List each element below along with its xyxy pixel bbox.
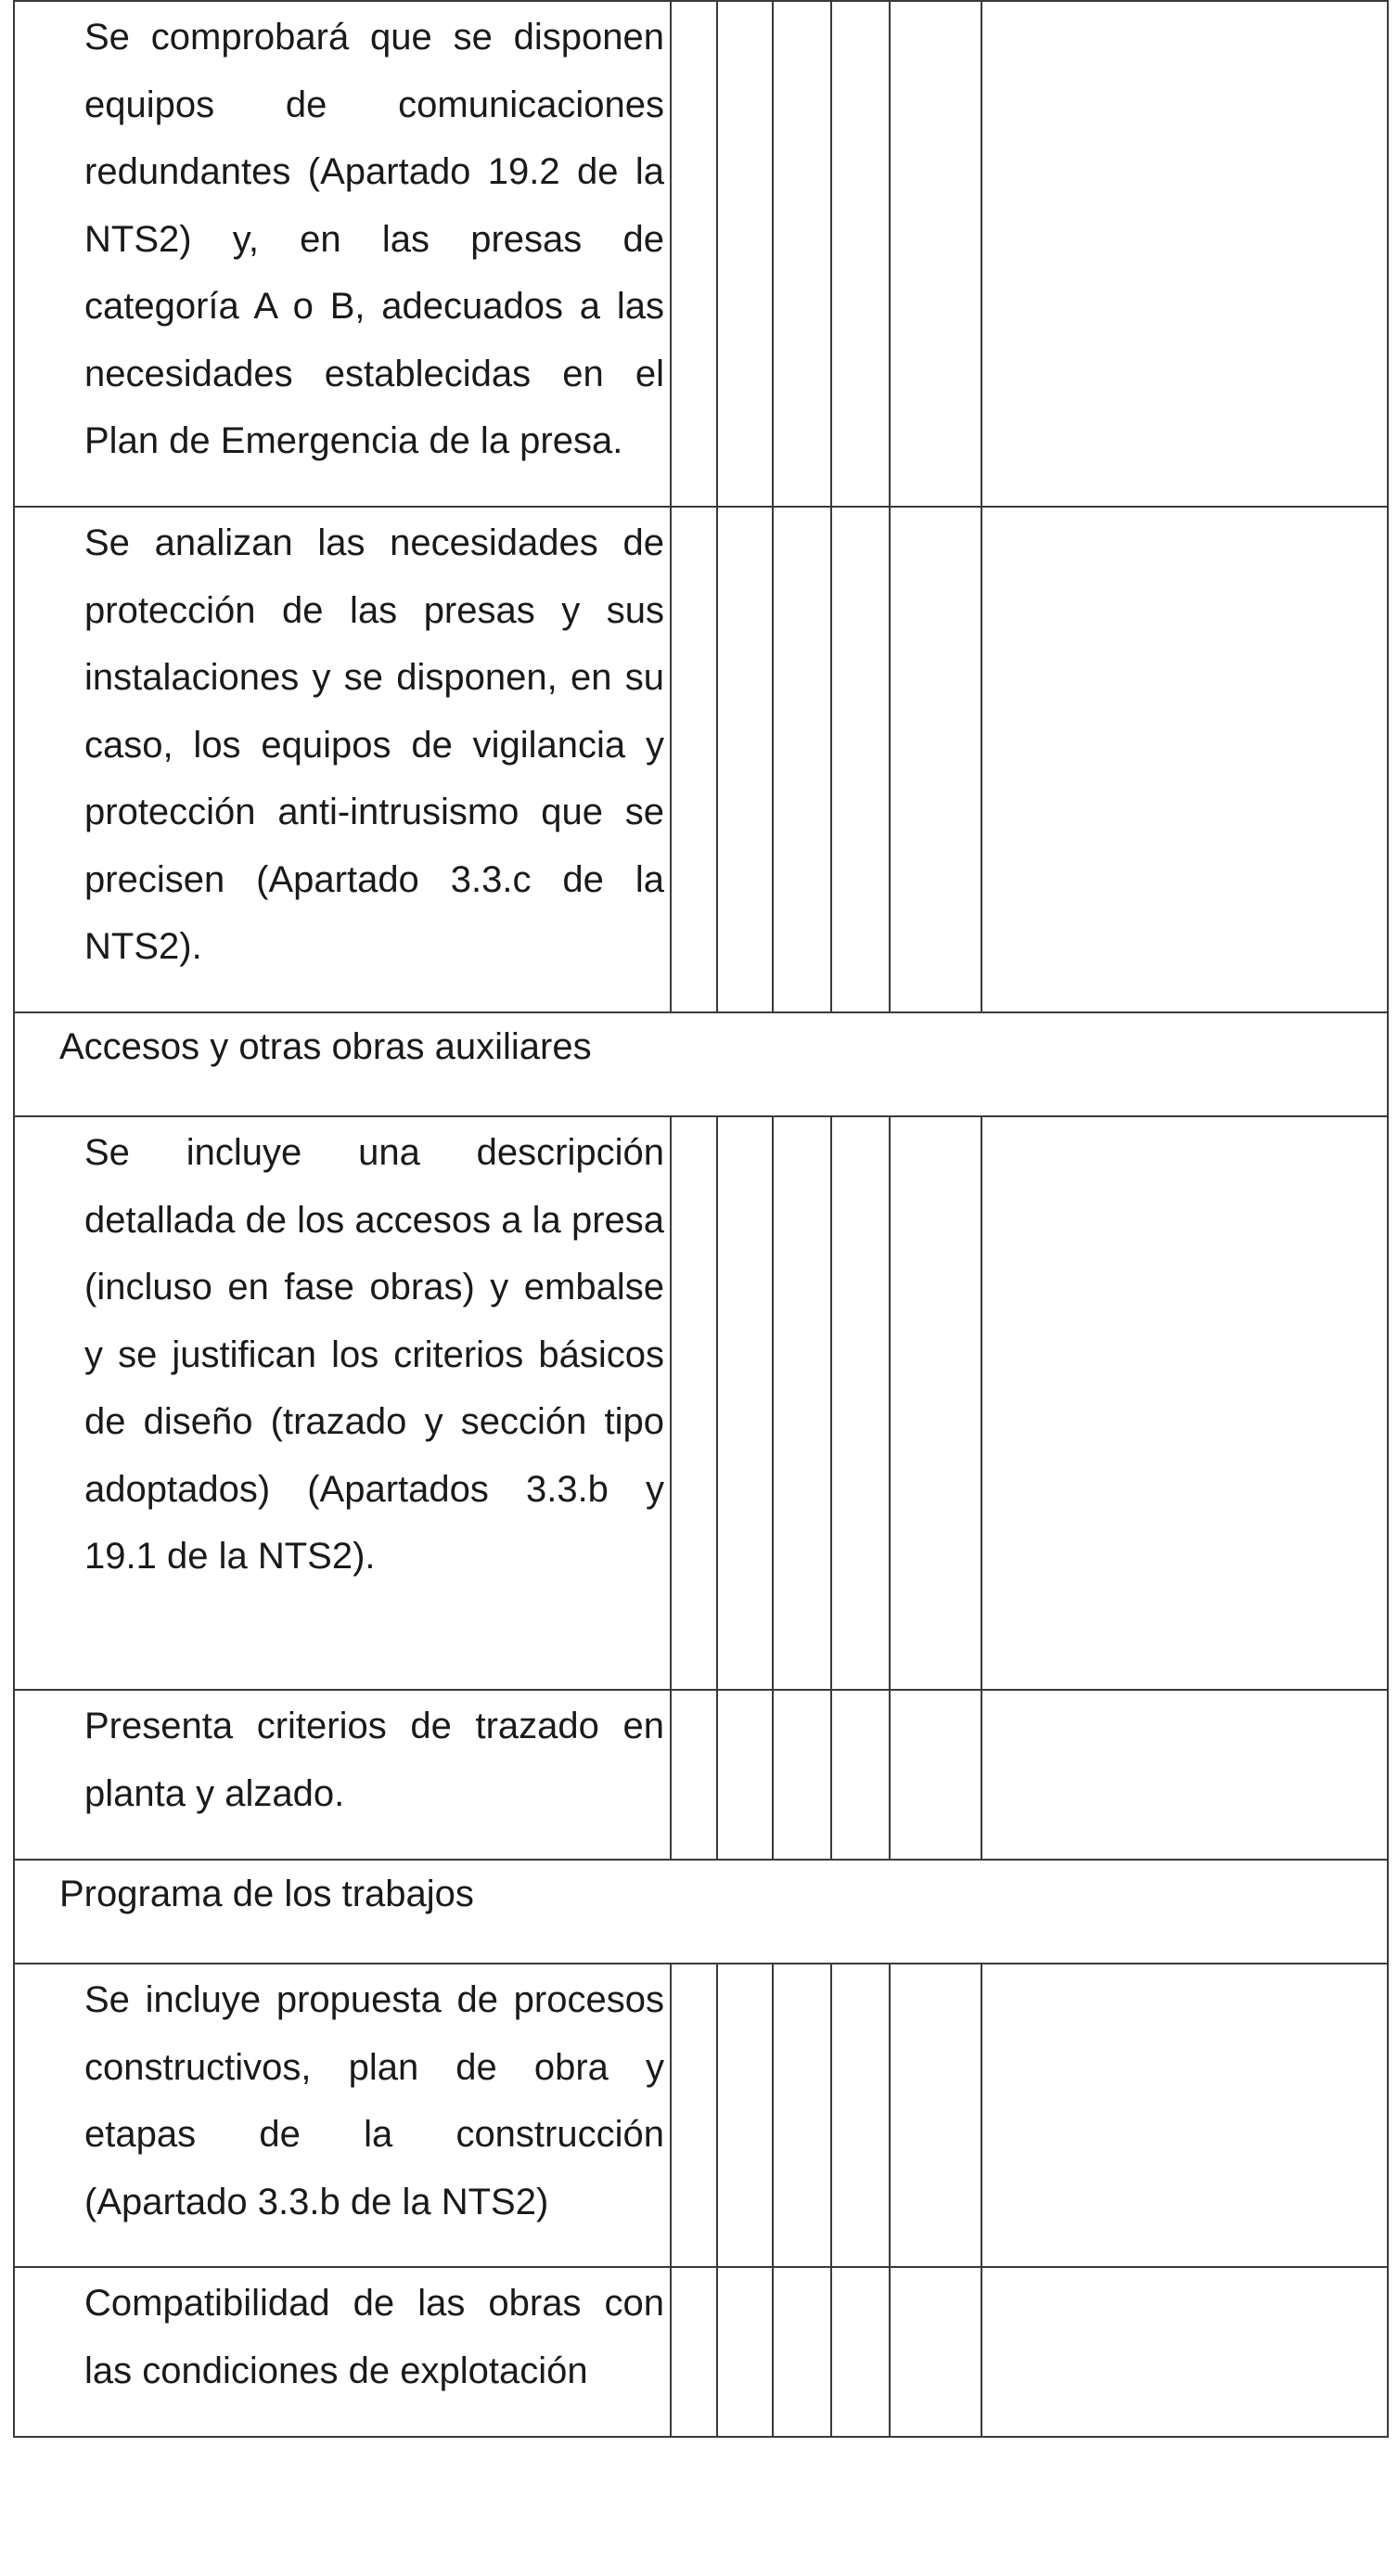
observations-cell[interactable] — [981, 1964, 1388, 2267]
observations-cell[interactable] — [981, 1116, 1388, 1690]
table-row — [14, 1964, 1388, 2267]
check-cell[interactable] — [773, 1, 831, 507]
check-cell[interactable] — [773, 2267, 831, 2437]
check-cell[interactable] — [890, 1690, 981, 1860]
observations-cell[interactable] — [981, 1, 1388, 507]
item-description: Se analizan las necesidades de protección de las presas y sus instalaciones y se disponen, en su caso, los equipos de vigilancia y protección anti-intrusismo que se precisen (Apartado 3.3.c de la NTS2). — [14, 507, 671, 1012]
check-cell[interactable] — [671, 1, 717, 507]
check-cell[interactable] — [773, 1116, 831, 1690]
check-cell[interactable] — [831, 507, 890, 1012]
check-cell[interactable] — [831, 1116, 890, 1690]
check-cell[interactable] — [890, 507, 981, 1012]
table-row — [14, 1, 1388, 507]
check-cell[interactable] — [890, 1, 981, 507]
observations-cell[interactable] — [981, 2267, 1388, 2437]
table-row — [14, 507, 1388, 1012]
check-cell[interactable] — [717, 1690, 773, 1860]
observations-cell[interactable] — [981, 507, 1388, 1012]
check-cell[interactable] — [831, 2267, 890, 2437]
check-cell[interactable] — [831, 1, 890, 507]
check-cell[interactable] — [890, 1116, 981, 1690]
observations-cell[interactable] — [981, 1690, 1388, 1860]
check-cell[interactable] — [671, 1690, 717, 1860]
check-cell[interactable] — [671, 2267, 717, 2437]
section-title: Accesos y otras obras auxiliares — [14, 1012, 1388, 1116]
check-cell[interactable] — [773, 1690, 831, 1860]
checklist-table — [13, 0, 1389, 2438]
check-cell[interactable] — [773, 1964, 831, 2267]
check-cell[interactable] — [717, 1116, 773, 1690]
table-row — [14, 1690, 1388, 1860]
item-description: Se incluye propuesta de procesos constructivos, plan de obra y etapas de la construcción (Apartado 3.3.b de la NTS2) — [14, 1964, 671, 2267]
section-header-row — [14, 1860, 1388, 1964]
item-description: Presenta criterios de trazado en planta y alzado. — [14, 1690, 671, 1860]
check-cell[interactable] — [671, 507, 717, 1012]
check-cell[interactable] — [717, 1, 773, 507]
check-cell[interactable] — [717, 2267, 773, 2437]
item-description: Se incluye una descripción detallada de los accesos a la presa (incluso en fase obras) y embalse y se justifican los criterios básicos de diseño (trazado y sección tipo adoptados) (Apartados 3.3.b y 19.1 de la NTS2). — [14, 1116, 671, 1690]
check-cell[interactable] — [890, 2267, 981, 2437]
check-cell[interactable] — [717, 507, 773, 1012]
item-description: Se comprobará que se disponen equipos de comunicaciones redundantes (Apartado 19.2 de la NTS2) y, en las presas de categoría A o B, adecuados a las necesidades establecidas en el Plan de Emergencia de la presa. — [14, 1, 671, 507]
check-cell[interactable] — [773, 507, 831, 1012]
section-title: Programa de los trabajos — [14, 1860, 1388, 1964]
table-row — [14, 1116, 1388, 1690]
section-header-row — [14, 1012, 1388, 1116]
check-cell[interactable] — [831, 1964, 890, 2267]
item-description: Compatibilidad de las obras con las condiciones de explotación — [14, 2267, 671, 2437]
check-cell[interactable] — [717, 1964, 773, 2267]
check-cell[interactable] — [831, 1690, 890, 1860]
check-cell[interactable] — [890, 1964, 981, 2267]
check-cell[interactable] — [671, 1116, 717, 1690]
check-cell[interactable] — [671, 1964, 717, 2267]
table-row — [14, 2267, 1388, 2437]
